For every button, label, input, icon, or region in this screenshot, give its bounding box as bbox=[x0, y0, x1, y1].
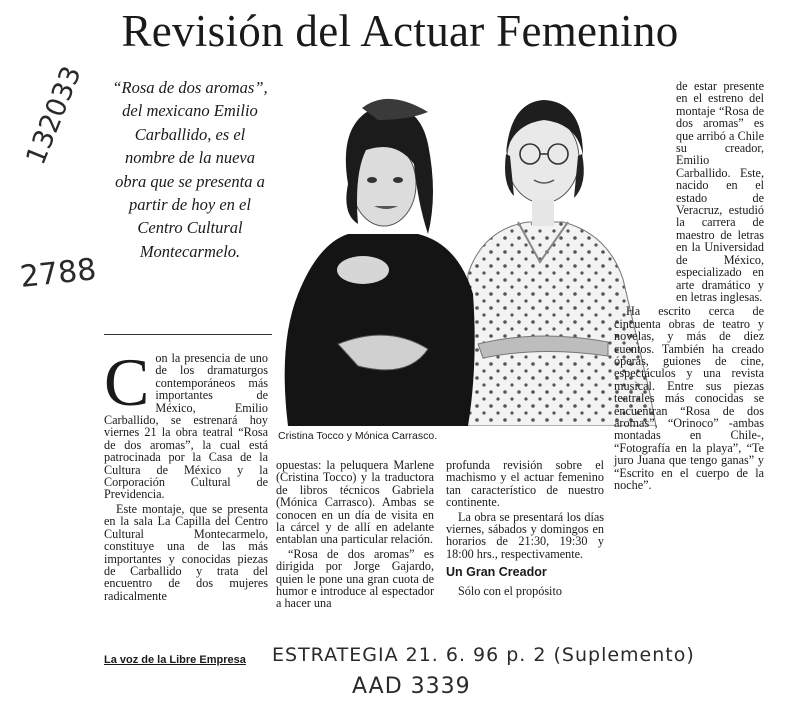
article-column-1 bbox=[104, 352, 268, 602]
photo-caption: Cristina Tocco y Mónica Carrasco. bbox=[278, 430, 438, 442]
column-3-paragraph-3: Sólo con el propósito bbox=[458, 583, 562, 598]
column-3-paragraph-1: profunda revisión sobre el machismo y el actuar femenino tan característico de nuestro continente. bbox=[446, 458, 604, 510]
article-column-4 bbox=[614, 80, 764, 491]
article-column-3 bbox=[446, 459, 604, 597]
margin-number-2: 2788 bbox=[18, 252, 98, 295]
column-4-paragraph-1: de estar presente en el estreno del montaje “Rosa de dos aromas” es que arribó a Chile su creador, Emilio Carballido. Este, nacido en el estado de Veracruz, estudió la carrera de maestro de letras en la Universidad de México, especializado en arte dramático y en letras inglesas. bbox=[676, 79, 764, 304]
column-2-paragraph-1: opuestas: la peluquera Marlene (Cristina Tocco) y la traductora de libros técnicos Gabriela (Mónica Carrasco). Ambas se conocen en un día de visita en la cárcel y de allí en adelante entablan una particular relación. bbox=[276, 458, 434, 547]
column-4-paragraph-2: Ha escrito cerca de cincuenta obras de teatro y novelas, y más de diez cuentos. También ha creado óperas, guiones de cine, espectáculos y una revista musical. Entre sus piezas teatrales más conocidas se encuentran “Rosa de dos aromas”, “Orinoco” -ambas montadas en Chile-, “Fotografía en la playa”, “Te juro Juana que tengo ganas” y “Escrito en el cuerpo de la noche”. bbox=[614, 304, 764, 492]
deck-summary: “Rosa de dos aromas”, del mexicano Emilio Carballido, es el nombre de la nueva obra que se presenta a partir de hoy en el Centro Cultural Montecarmelo. bbox=[112, 78, 268, 261]
margin-number-1: 132033 bbox=[20, 61, 88, 170]
handwritten-source-note: ESTRATEGIA 21. 6. 96 p. 2 (Suplemento) bbox=[272, 644, 695, 666]
drop-cap: C bbox=[104, 352, 150, 420]
column-3-paragraph-2: La obra se presentará los días viernes, sábados y domingos en horarios de 21:30, 19:30 y 18:00 hrs., respectivamente. bbox=[446, 509, 604, 561]
column-1-paragraph-2: Este montaje, que se presenta en la sala La Capilla del Centro Cultural Montecarmelo, constituye una de las más importantes y conocidas piezas de Carballido y trata del encuentro de dos mujeres radicalmente bbox=[104, 501, 268, 603]
column-2-paragraph-2: “Rosa de dos aromas” es dirigida por Jorge Gajardo, quien le pone una gran cuota de humor e introduce al espectador a hacer una bbox=[276, 546, 434, 611]
newspaper-tagline: La voz de la Libre Empresa bbox=[104, 654, 246, 666]
headline: Revisión del Actuar Femenino bbox=[121, 6, 679, 56]
article-column-2 bbox=[276, 459, 434, 610]
article-photo bbox=[278, 94, 664, 426]
subheading-gran-creador: Un Gran Creador bbox=[446, 565, 547, 580]
deck-divider bbox=[104, 334, 272, 335]
column-1-paragraph-1: on la presencia de uno de los dramaturgos contemporáneos más importantes de México, Emilio Carballido, se estrenará hoy viernes 21 la obra teatral “Rosa de dos aromas”, la cual está patrocinada por la Casa de la Cultura de México y la Corporación Cultural de Previdencia. bbox=[104, 352, 268, 501]
handwritten-archive-ref: AAD 3339 bbox=[352, 674, 471, 699]
